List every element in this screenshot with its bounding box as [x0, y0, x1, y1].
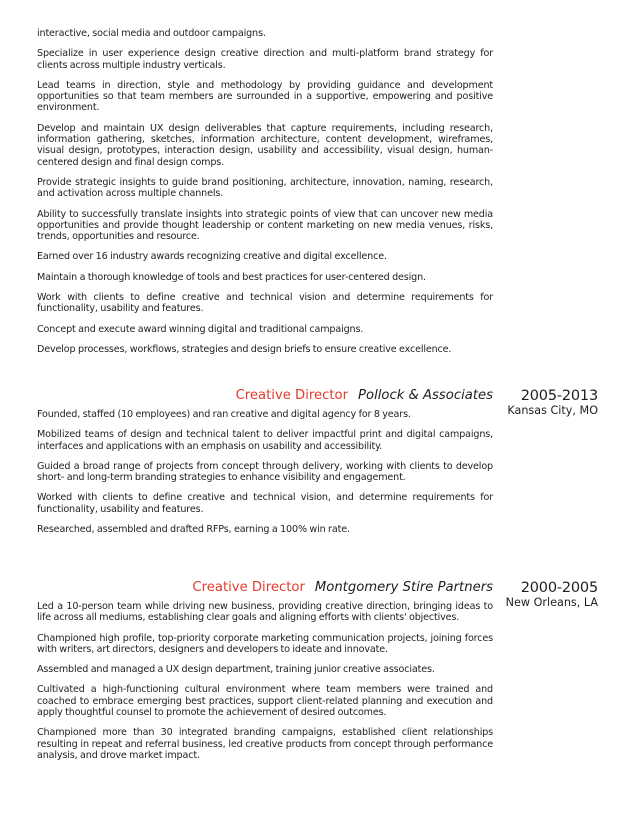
bullet-paragraph: Lead teams in direction, style and methodology by providing guidance and development opportunities so that team members are surrounded in a supportive, empowering and positive environment. — [37, 79, 493, 114]
bullet-paragraph: interactive, social media and outdoor campaigns. — [37, 28, 266, 39]
job-title: Creative Director — [235, 388, 349, 403]
job-responsibilities-pollock — [37, 409, 493, 544]
bullet-paragraph: Earned over 16 industry awards recognizing creative and digital excellence. — [37, 251, 387, 263]
bullet-paragraph: Specialize in user experience design creative direction and multi-platform brand strategy for clients across multiple industry verticals. — [37, 48, 493, 71]
bullet-paragraph: Ability to successfully translate insights into strategic points of view that can uncover new media opportunities and provide thought leadership or content marketing on new media venues, risks, trends, opportunities and resource. — [37, 208, 493, 243]
job-location: Kansas City, MO — [507, 404, 598, 417]
bullet-paragraph: Provide strategic insights to guide brand positioning, architecture, innovation, naming, research, and activation across multiple channels. — [37, 176, 493, 200]
job-meta-pollock — [478, 388, 598, 418]
bullet-paragraph: Guided a broad range of projects from concept through delivery, working with clients to develop short- and long-term branding strategies to enhance visibility and engagement. — [37, 460, 493, 484]
bullet-paragraph: Mobilized teams of design and technical talent to deliver impactful print and digital campaigns, interfaces and applications with an emphasis on usability and accessibility. — [37, 429, 493, 452]
job-heading-montgomery — [37, 580, 493, 596]
bullet-paragraph: Develop processes, workflows, strategies and design briefs to ensure creative excellence. — [37, 343, 452, 355]
job-heading-pollock — [37, 388, 493, 404]
bullet-paragraph: Championed high profile, top-priority corporate marketing communication projects, joining forces with writers, art directors, designers and developers to ideate and innovate. — [37, 632, 493, 655]
job-company: Pollock & Associates — [358, 388, 493, 403]
bullet-paragraph: Concept and execute award winning digital and traditional campaigns. — [37, 323, 364, 335]
bullet-paragraph: Researched, assembled and drafted RFPs, earning a 100% win rate. — [37, 524, 350, 536]
job-years: 2000-2005 — [520, 580, 598, 596]
job-company: Montgomery Stire Partners — [314, 580, 493, 595]
job-responsibilities-montgomery — [37, 601, 493, 770]
bullet-paragraph: Work with clients to define creative and technical vision and determine requirements for functionality, usability and features. — [37, 292, 493, 315]
job-meta-montgomery — [478, 580, 598, 610]
previous-role-responsibilities — [37, 28, 493, 364]
bullet-paragraph: Cultivated a high-functioning cultural environment where team members were trained and coached to embrace emerging best practices, support client-related planning and execution and apply thoughtful counsel to promote the achievement of desired outcomes. — [37, 684, 493, 719]
bullet-paragraph: Develop and maintain UX design deliverables that capture requirements, including research, information gathering, sketches, information architecture, content development, wireframes, visual design, prototypes, interaction design, usability and accessibility, visual design, human-centered design and final design comps. — [37, 122, 493, 168]
bullet-paragraph: Assembled and managed a UX design department, training junior creative associates. — [37, 664, 435, 676]
job-years: 2005-2013 — [520, 388, 598, 404]
bullet-paragraph: Championed more than 30 integrated branding campaigns, established client relationships resulting in repeat and referral business, led creative products from concept through performance analysis, and drove market impact. — [37, 727, 493, 761]
job-location: New Orleans, LA — [505, 596, 598, 609]
bullet-paragraph: Led a 10-person team while driving new business, providing creative direction, bringing ideas to life across all mediums, establishing clear goals and aligning efforts with clients' objectives. — [37, 601, 493, 624]
job-title: Creative Director — [192, 580, 305, 595]
bullet-paragraph: Founded, staffed (10 employees) and ran creative and digital agency for 8 years. — [37, 409, 411, 420]
bullet-paragraph: Worked with clients to define creative and technical vision, and determine requirements for functionality, usability and features. — [37, 492, 493, 515]
bullet-paragraph: Maintain a thorough knowledge of tools and best practices for user-centered design. — [37, 271, 426, 283]
